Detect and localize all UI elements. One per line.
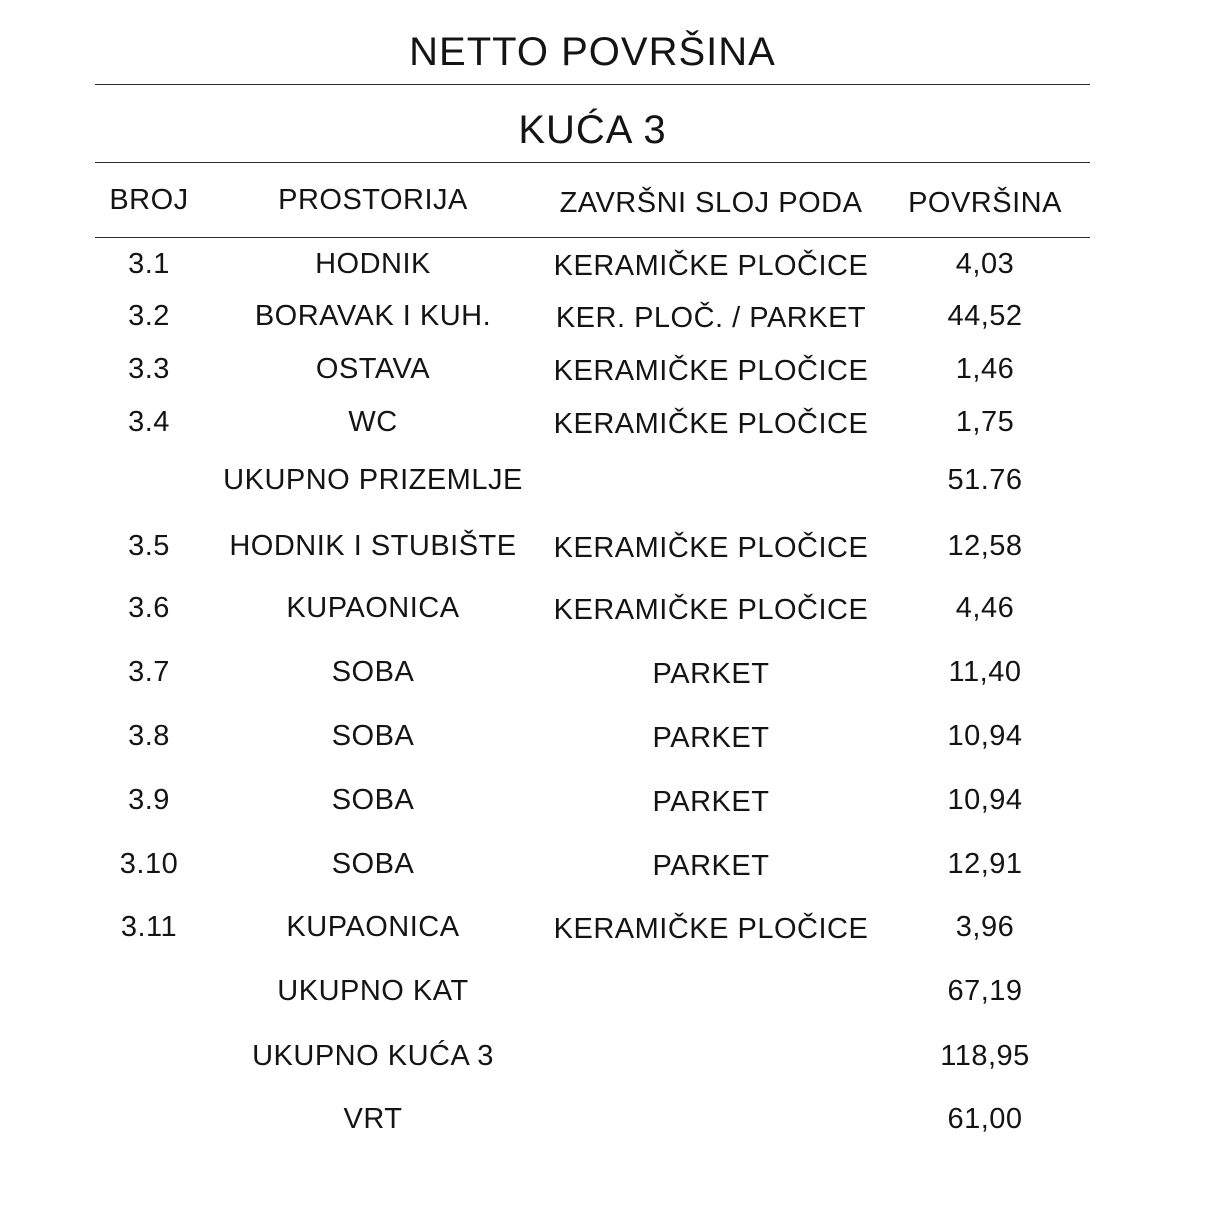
cell-zavrsni-sloj: KERAMIČKE PLOČICE (553, 594, 869, 626)
cell-povrsina: 4,03 (955, 248, 1015, 280)
cell-povrsina: 12,91 (947, 848, 1023, 880)
cell-zavrsni-sloj: KER. PLOČ. / PARKET (555, 302, 867, 334)
header-povrsina: POVRŠINA (908, 187, 1062, 219)
cell-prostorija: UKUPNO KUĆA 3 (252, 1040, 494, 1072)
cell-povrsina: 1,75 (955, 406, 1015, 438)
cell-broj: 3.8 (128, 720, 170, 752)
cell-prostorija: SOBA (331, 720, 415, 752)
cell-prostorija: VRT (343, 1103, 403, 1135)
cell-prostorija: HODNIK (315, 248, 431, 280)
cell-povrsina: 10,94 (947, 784, 1023, 816)
cell-povrsina: 10,94 (947, 720, 1023, 752)
cell-povrsina: 4,46 (955, 592, 1015, 624)
cell-povrsina: 11,40 (948, 656, 1022, 688)
cell-prostorija: KUPAONICA (286, 911, 460, 943)
cell-zavrsni-sloj: PARKET (652, 786, 770, 818)
cell-zavrsni-sloj: PARKET (652, 850, 770, 882)
house-subtitle: KUĆA 3 (518, 108, 667, 152)
header-divider (95, 237, 1090, 238)
cell-prostorija: SOBA (331, 656, 415, 688)
cell-povrsina: 44,52 (947, 300, 1023, 332)
cell-povrsina: 12,58 (947, 530, 1023, 562)
cell-zavrsni-sloj: PARKET (652, 658, 770, 690)
cell-prostorija: UKUPNO KAT (277, 975, 469, 1007)
cell-prostorija: SOBA (331, 784, 415, 816)
title-divider (95, 84, 1090, 85)
cell-prostorija: KUPAONICA (286, 592, 460, 624)
cell-broj: 3.1 (128, 248, 170, 280)
cell-broj: 3.10 (119, 848, 179, 880)
cell-zavrsni-sloj: KERAMIČKE PLOČICE (553, 532, 869, 564)
cell-broj: 3.11 (120, 911, 178, 943)
header-prostorija: PROSTORIJA (278, 184, 468, 216)
cell-broj: 3.2 (128, 300, 170, 332)
header-broj: BROJ (109, 184, 189, 216)
cell-prostorija: UKUPNO PRIZEMLJE (223, 464, 523, 496)
cell-prostorija: SOBA (331, 848, 415, 880)
cell-povrsina: 118,95 (940, 1040, 1030, 1072)
cell-prostorija: BORAVAK I KUH. (254, 300, 492, 332)
cell-zavrsni-sloj: KERAMIČKE PLOČICE (553, 250, 869, 282)
cell-broj: 3.4 (128, 406, 170, 438)
cell-povrsina: 61,00 (947, 1103, 1023, 1135)
cell-povrsina: 67,19 (947, 975, 1023, 1007)
cell-broj: 3.6 (128, 592, 170, 624)
header-zavrsni-sloj: ZAVRŠNI SLOJ PODA (559, 187, 863, 219)
cell-povrsina: 1,46 (955, 353, 1015, 385)
cell-povrsina: 51.76 (947, 464, 1023, 496)
cell-prostorija: WC (348, 406, 398, 438)
cell-prostorija: HODNIK I STUBIŠTE (229, 530, 517, 562)
cell-zavrsni-sloj: KERAMIČKE PLOČICE (553, 355, 869, 387)
cell-broj: 3.7 (128, 656, 170, 688)
document-title: NETTO POVRŠINA (409, 30, 776, 74)
cell-prostorija: OSTAVA (315, 353, 431, 385)
cell-povrsina: 3,96 (955, 911, 1015, 943)
cell-zavrsni-sloj: KERAMIČKE PLOČICE (553, 408, 869, 440)
cell-zavrsni-sloj: PARKET (652, 722, 770, 754)
cell-zavrsni-sloj: KERAMIČKE PLOČICE (553, 913, 869, 945)
cell-broj: 3.3 (128, 353, 170, 385)
subtitle-divider (95, 162, 1090, 163)
cell-broj: 3.5 (128, 530, 170, 562)
cell-broj: 3.9 (128, 784, 170, 816)
